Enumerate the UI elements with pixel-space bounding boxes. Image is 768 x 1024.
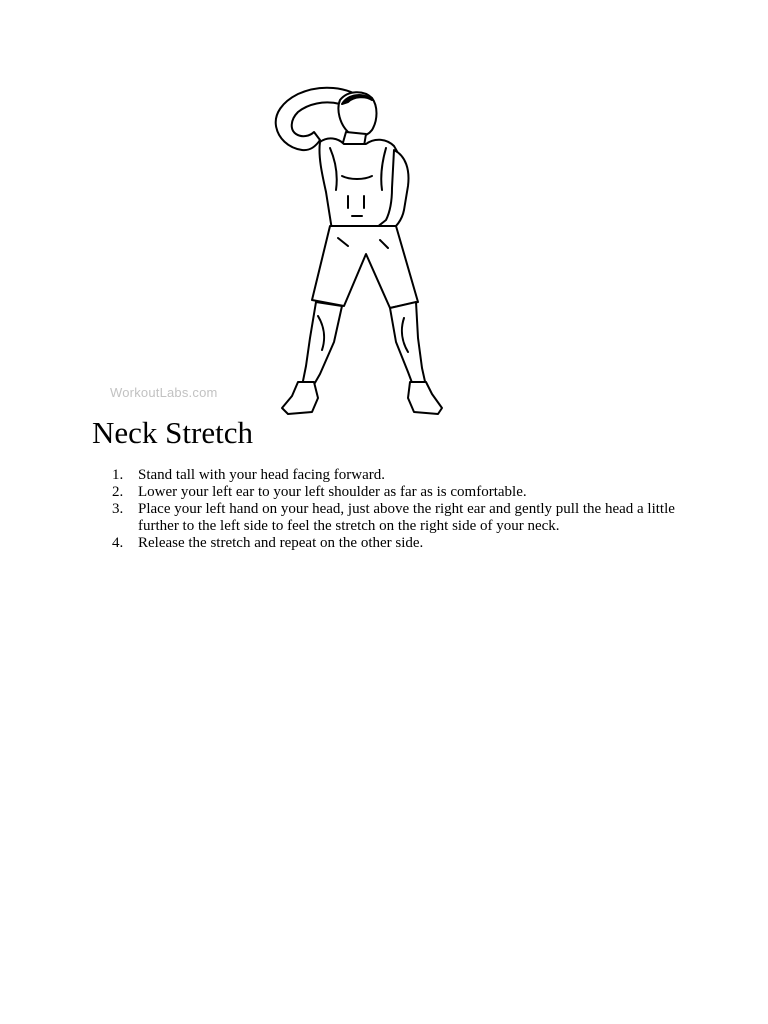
left-shoe [282,382,318,414]
shorts [312,226,418,308]
step-number: 2. [112,484,124,500]
right-leg [390,302,426,388]
list-item [100,484,690,501]
step-text: Lower your left ear to your left shoulder as far as is comfortable. [138,484,527,500]
left-leg [302,302,342,388]
step-number: 4. [112,535,124,551]
instruction-list [100,467,690,552]
watermark-logo: WorkoutLabs.com [110,385,218,400]
list-item [100,467,690,484]
step-number: 3. [112,501,124,517]
page-title: Neck Stretch [92,415,253,450]
right-shoe [408,382,442,414]
step-text: Place your left hand on your head, just above the right ear and gently pull the head a little further to the left side to feel the stretch on the right side of your neck. [138,501,675,534]
step-text: Release the stretch and repeat on the other side. [138,535,424,551]
step-number: 1. [112,467,124,483]
list-item [100,535,690,552]
neck-stretch-illustration [268,76,452,418]
step-text: Stand tall with your head facing forward. [138,467,386,483]
list-item [100,501,690,535]
